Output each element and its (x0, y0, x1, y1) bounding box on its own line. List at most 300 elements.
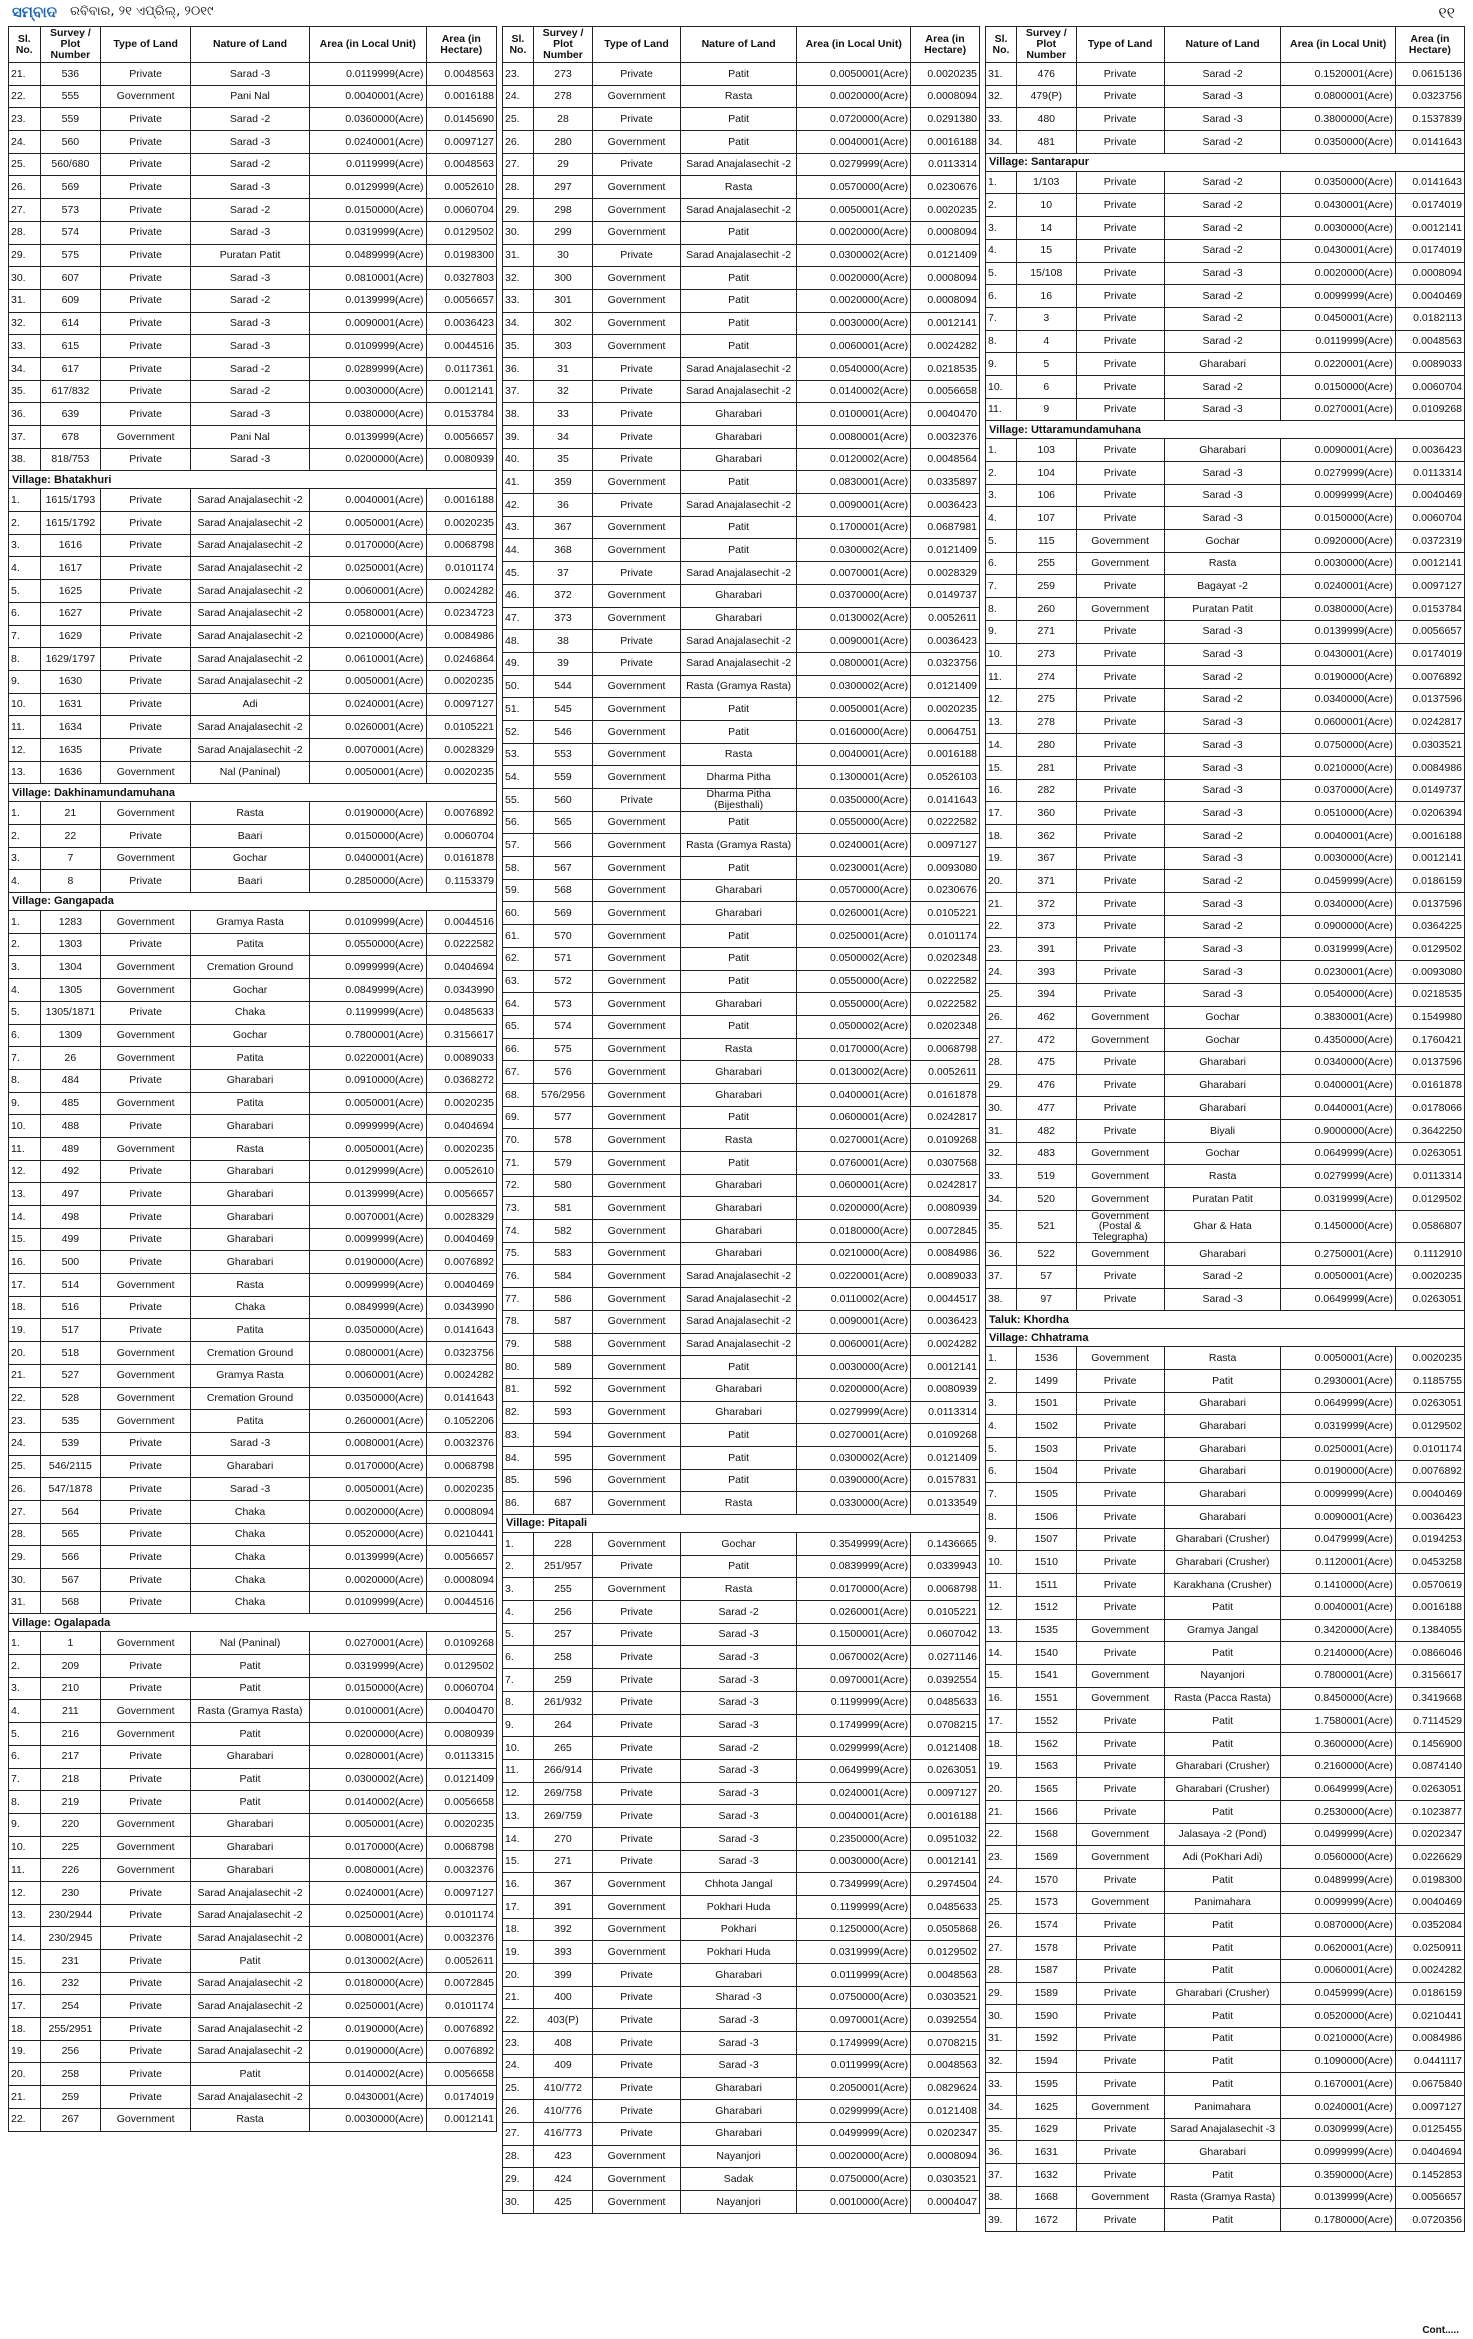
table-cell: Private (101, 2086, 191, 2109)
table-cell: Sarad -3 (191, 131, 310, 154)
table-cell: Government (1076, 1006, 1164, 1029)
table-cell: 0.0129502 (426, 221, 496, 244)
column-header: Nature of Land (191, 27, 310, 63)
table-cell: Government (101, 85, 191, 108)
table-cell: 559 (40, 108, 101, 131)
table-cell: 104 (1016, 462, 1076, 485)
table-cell: Government (593, 1401, 681, 1424)
table-row (9, 825, 497, 848)
table-cell: Patit (680, 335, 796, 358)
table-cell: 1595 (1016, 2073, 1076, 2096)
table-cell: 0.0174019 (1395, 643, 1464, 666)
table-cell: 0.0459999(Acre) (1281, 870, 1395, 893)
table-cell: Government (593, 1333, 681, 1356)
village-name: Village: Ogalapada (9, 1614, 497, 1632)
table-cell: 0.0210441 (426, 1523, 496, 1546)
table-cell: 23. (9, 108, 41, 131)
table-row (9, 1677, 497, 1700)
table-cell: 1305/1871 (40, 1001, 101, 1024)
table-cell: 0.0170000(Acre) (797, 1578, 911, 1601)
table-row (9, 1972, 497, 1995)
table-cell: 3. (986, 217, 1017, 240)
table-cell: 0.0052610 (426, 1160, 496, 1183)
table-cell: 0.0137596 (1395, 893, 1464, 916)
table-cell: Rasta (680, 85, 796, 108)
table-cell: 22. (986, 1823, 1017, 1846)
table-cell: 0.0364225 (1395, 915, 1464, 938)
table-row (503, 85, 980, 108)
table-cell: 0.0036423 (1395, 439, 1464, 462)
table-row (9, 1745, 497, 1768)
table-cell: 303 (533, 335, 592, 358)
table-cell: Government (593, 1015, 681, 1038)
table-cell: 0.0050001(Acre) (1281, 1347, 1395, 1370)
table-cell: 0.0020000(Acre) (797, 289, 911, 312)
table-cell: Private (1076, 666, 1164, 689)
table-cell: 32. (9, 312, 41, 335)
table-cell: Gharabari (Crusher) (1164, 1982, 1281, 2005)
table-cell: 0.0174019 (1395, 194, 1464, 217)
table-cell: 72. (503, 1174, 534, 1197)
column-header: Area (in Local Unit) (797, 27, 911, 63)
table-row (503, 1986, 980, 2009)
table-cell: 424 (533, 2168, 592, 2191)
table-row (986, 2118, 1465, 2141)
table-cell: 0.0220001(Acre) (797, 1265, 911, 1288)
table-cell: 30. (9, 1569, 41, 1592)
table-cell: 9 (1016, 398, 1076, 421)
table-row (9, 1342, 497, 1365)
table-cell: 6. (9, 602, 41, 625)
table-cell: 423 (533, 2145, 592, 2168)
table-cell: 18. (986, 825, 1017, 848)
table-cell: 0.0240001(Acre) (797, 834, 911, 857)
table-cell: Government (593, 1174, 681, 1197)
table-row (9, 870, 497, 893)
table-cell: Government (1076, 1891, 1164, 1914)
table-cell: Gharabari (680, 403, 796, 426)
table-cell: 38. (986, 1288, 1017, 1311)
table-row (986, 666, 1465, 689)
table-row (986, 63, 1465, 86)
table-cell: 0.0119999(Acre) (310, 63, 427, 86)
table-cell: Sarad -3 (191, 176, 310, 199)
table-cell: Sarad -2 (1164, 307, 1281, 330)
table-cell: 0.0036423 (911, 494, 980, 517)
table-cell: Private (593, 426, 681, 449)
table-cell: 553 (533, 743, 592, 766)
table-cell: 0.0270001(Acre) (797, 1424, 911, 1447)
table-cell: 0.0999999(Acre) (1281, 2141, 1395, 2164)
table-cell: Government (593, 289, 681, 312)
table-row (986, 1642, 1465, 1665)
table-cell: 0.0280001(Acre) (310, 1745, 427, 1768)
table-cell: 301 (533, 289, 592, 312)
table-cell: Gharabari (1164, 353, 1281, 376)
table-cell: 0.0200000(Acre) (310, 1723, 427, 1746)
table-cell: 26. (986, 1914, 1017, 1937)
table-row (986, 2050, 1465, 2073)
table-cell: 0.0270001(Acre) (310, 1632, 427, 1655)
table-cell: Gharabari (1164, 439, 1281, 462)
table-cell: Adi (191, 693, 310, 716)
table-cell: 0.0113314 (1395, 1165, 1464, 1188)
table-cell: Gharabari (Crusher) (1164, 1551, 1281, 1574)
table-cell: 280 (533, 131, 592, 154)
table-row (986, 1937, 1465, 1960)
table-row (9, 1069, 497, 1092)
table-cell: 55. (503, 789, 534, 812)
table-cell: Government (593, 221, 681, 244)
table-cell: Government (101, 1092, 191, 1115)
village-heading (986, 1329, 1465, 1347)
table-cell: Private (1076, 439, 1164, 462)
table-cell: 0.0030000(Acre) (1281, 552, 1395, 575)
table-cell: 6. (986, 552, 1017, 575)
table-cell: 26. (503, 2100, 534, 2123)
table-cell: 79. (503, 1333, 534, 1356)
table-cell: 3. (986, 484, 1017, 507)
table-row (986, 1732, 1465, 1755)
table-cell: Private (1076, 983, 1164, 1006)
table-cell: Puratan Patit (191, 244, 310, 267)
table-cell: 11. (986, 666, 1017, 689)
table-cell: 0.0060001(Acre) (310, 1364, 427, 1387)
table-cell: Government (1076, 1347, 1164, 1370)
table-row (9, 1950, 497, 1973)
table-cell: 0.0323756 (911, 652, 980, 675)
table-cell: Government (593, 1492, 681, 1515)
table-cell: Patit (680, 1015, 796, 1038)
table-cell: Sarad Anajalasechit -2 (191, 1995, 310, 2018)
table-cell: 32 (533, 380, 592, 403)
table-cell: Gharabari (191, 1228, 310, 1251)
table-cell: 15. (986, 1664, 1017, 1687)
table-cell: 216 (40, 1723, 101, 1746)
table-cell: Sarad -2 (1164, 666, 1281, 689)
table-cell: 0.0072845 (426, 1972, 496, 1995)
table-cell: Private (593, 2077, 681, 2100)
table-cell: 0.0198300 (1395, 1869, 1464, 1892)
table-cell: Sarad -2 (191, 357, 310, 380)
table-cell: 0.0076892 (426, 802, 496, 825)
table-cell: Sarad Anajalasechit -2 (191, 625, 310, 648)
table-cell: 0.0139999(Acre) (310, 1546, 427, 1569)
table-cell: 560 (533, 789, 592, 812)
table-cell: Private (593, 789, 681, 812)
table-row (503, 1446, 980, 1469)
table-cell: 0.0084986 (426, 625, 496, 648)
table-cell: 0.0060001(Acre) (797, 335, 911, 358)
table-cell: 0.0250911 (1395, 1937, 1464, 1960)
table-cell: 0.0279999(Acre) (1281, 1165, 1395, 1188)
table-cell: 57. (503, 834, 534, 857)
table-row (503, 1805, 980, 1828)
table-cell: 0.0052610 (426, 176, 496, 199)
table-cell: Private (593, 1805, 681, 1828)
table-cell: Patit (680, 312, 796, 335)
table-cell: 0.0141643 (426, 1387, 496, 1410)
table-cell: 1672 (1016, 2209, 1076, 2232)
table-cell: 2. (986, 194, 1017, 217)
table-cell: Private (101, 870, 191, 893)
table-cell: Government (593, 1197, 681, 1220)
table-cell: Sarad -2 (1164, 63, 1281, 86)
table-cell: 67. (503, 1061, 534, 1084)
table-cell: 576 (533, 1061, 592, 1084)
table-row (9, 738, 497, 761)
table-row (986, 1574, 1465, 1597)
table-cell: Puratan Patit (1164, 598, 1281, 621)
table-cell: Government (101, 847, 191, 870)
table-row (986, 2186, 1465, 2209)
table-cell: 0.0263051 (1395, 1392, 1464, 1415)
table-cell: Private (101, 580, 191, 603)
table-row (986, 847, 1465, 870)
table-cell: Private (101, 1745, 191, 1768)
table-cell: 31. (9, 289, 41, 312)
table-cell: 35 (533, 448, 592, 471)
table-cell: 0.3600000(Acre) (1281, 1732, 1395, 1755)
table-cell: 500 (40, 1251, 101, 1274)
table-cell: 498 (40, 1206, 101, 1229)
table-cell: 0.0271146 (911, 1646, 980, 1669)
village-name: Village: Chhatrama (986, 1329, 1465, 1347)
table-cell: 0.0048564 (911, 448, 980, 471)
table-cell: 555 (40, 85, 101, 108)
table-row (986, 825, 1465, 848)
table-cell: Patit (191, 1768, 310, 1791)
table-cell: 0.0307568 (911, 1152, 980, 1175)
table-cell: 0.0109268 (1395, 398, 1464, 421)
table-cell: 572 (533, 970, 592, 993)
table-row (9, 1274, 497, 1297)
table-cell: 11. (986, 398, 1017, 421)
table-cell: 1631 (1016, 2141, 1076, 2164)
table-row (9, 1364, 497, 1387)
table-cell: 425 (533, 2190, 592, 2213)
table-row (9, 648, 497, 671)
table-cell: 588 (533, 1333, 592, 1356)
table-cell: Private (1076, 171, 1164, 194)
table-row (503, 335, 980, 358)
table-cell: Private (101, 825, 191, 848)
table-cell: 75. (503, 1242, 534, 1265)
table-cell: Government (101, 979, 191, 1002)
table-cell: 1504 (1016, 1460, 1076, 1483)
table-cell: 35. (986, 1210, 1017, 1243)
table-cell: 41. (503, 471, 534, 494)
table-row (986, 1664, 1465, 1687)
table-cell: Gharabari (680, 607, 796, 630)
table-row (986, 507, 1465, 530)
table-cell: 0.0109268 (911, 1424, 980, 1447)
table-cell: 36. (986, 2141, 1017, 2164)
table-cell: 521 (1016, 1210, 1076, 1243)
table-cell: 1566 (1016, 1801, 1076, 1824)
table-row (986, 1528, 1465, 1551)
table-row (986, 893, 1465, 916)
table-cell: 15 (1016, 239, 1076, 262)
table-cell: Gharabari (680, 1197, 796, 1220)
table-cell: Patit (1164, 2164, 1281, 2187)
column-header: Area (in Local Unit) (310, 27, 427, 63)
table-cell: Private (593, 2054, 681, 2077)
table-cell: 31 (533, 357, 592, 380)
table-cell: Government (593, 1896, 681, 1919)
table-cell: 5. (503, 1623, 534, 1646)
table-cell: Private (1076, 1914, 1164, 1937)
table-cell: Government (101, 1047, 191, 1070)
table-cell: 0.0080939 (426, 448, 496, 471)
table-cell: 0.0441117 (1395, 2050, 1464, 2073)
table-cell: 278 (1016, 711, 1076, 734)
table-cell: 0.2160000(Acre) (1281, 1755, 1395, 1778)
table-row (503, 857, 980, 880)
table-cell: Sarad -2 (1164, 375, 1281, 398)
table-cell: Private (1076, 63, 1164, 86)
table-row (503, 1623, 980, 1646)
table-row (503, 743, 980, 766)
table-row (986, 688, 1465, 711)
table-cell: 1. (9, 802, 41, 825)
table-cell: 0.0097127 (1395, 2095, 1464, 2118)
table-cell: 0.0750000(Acre) (797, 2168, 911, 2191)
table-cell: 107 (1016, 507, 1076, 530)
table-cell: 2. (9, 825, 41, 848)
table-row (503, 471, 980, 494)
village-heading (9, 471, 497, 489)
table-cell: Gharabari (680, 1220, 796, 1243)
table-cell: 0.0141643 (1395, 131, 1464, 154)
table-cell: 7. (986, 575, 1017, 598)
table-cell: 0.0372319 (1395, 530, 1464, 553)
table-cell: Patit (680, 698, 796, 721)
table-cell: Private (101, 933, 191, 956)
table-cell: Rasta (680, 1129, 796, 1152)
table-cell: 266/914 (533, 1759, 592, 1782)
table-cell: 77. (503, 1288, 534, 1311)
table-cell: 7. (503, 1669, 534, 1692)
table-cell: Patit (191, 1677, 310, 1700)
table-cell: 372 (533, 584, 592, 607)
table-row (503, 1918, 980, 1941)
table-row (503, 1492, 980, 1515)
table-row (986, 779, 1465, 802)
table-cell: 0.0500002(Acre) (797, 1015, 911, 1038)
table-row (503, 494, 980, 517)
table-cell: Rasta (680, 743, 796, 766)
table-cell: 1562 (1016, 1732, 1076, 1755)
table-cell: 32. (503, 267, 534, 290)
table-row (503, 789, 980, 812)
table-cell: 226 (40, 1859, 101, 1882)
table-cell: Private (1076, 575, 1164, 598)
table-cell: 0.0048563 (426, 63, 496, 86)
table-cell: Private (1076, 1369, 1164, 1392)
table-cell: 25. (986, 983, 1017, 1006)
table-cell: Patit (1164, 2209, 1281, 2232)
table-row (986, 2005, 1465, 2028)
table-row (503, 1061, 980, 1084)
table-cell: 477 (1016, 1097, 1076, 1120)
table-cell: 0.0210000(Acre) (797, 1242, 911, 1265)
table-row (9, 335, 497, 358)
table-cell: 64. (503, 993, 534, 1016)
table-cell: Private (101, 244, 191, 267)
table-row (9, 1523, 497, 1546)
table-cell: 0.0050001(Acre) (310, 1478, 427, 1501)
table-cell: 0.0040001(Acre) (797, 131, 911, 154)
table-cell: 278 (533, 85, 592, 108)
column-header: Nature of Land (1164, 27, 1281, 63)
table-cell: Sarad -3 (1164, 938, 1281, 961)
table-cell: 0.0121409 (911, 539, 980, 562)
table-cell: 0.0180000(Acre) (797, 1220, 911, 1243)
table-cell: 0.0040001(Acre) (1281, 1596, 1395, 1619)
table-cell: 25. (986, 1891, 1017, 1914)
table-cell: Gharabari (191, 1745, 310, 1768)
table-cell: Chhota Jangal (680, 1873, 796, 1896)
table-cell: 30. (503, 221, 534, 244)
table-cell: Private (101, 1183, 191, 1206)
table-cell: 0.0040469 (1395, 285, 1464, 308)
table-row (503, 1152, 980, 1175)
table-row (9, 1995, 497, 2018)
table-cell: 46. (503, 584, 534, 607)
table-cell: Private (1076, 398, 1164, 421)
table-cell: 14. (986, 734, 1017, 757)
table-cell: 0.0121409 (911, 675, 980, 698)
table-cell: 0.0230676 (911, 176, 980, 199)
table-cell: 0.0303521 (911, 2168, 980, 2191)
table-row (9, 1183, 497, 1206)
table-cell: Government (593, 879, 681, 902)
table-cell: Government (593, 925, 681, 948)
table-row (503, 357, 980, 380)
table-cell: Sarad -3 (191, 1478, 310, 1501)
table-cell: Sarad -2 (191, 108, 310, 131)
table-cell: 0.0200000(Acre) (797, 1378, 911, 1401)
table-cell: Government (593, 834, 681, 857)
table-cell: 0.0056657 (426, 426, 496, 449)
table-cell: 362 (1016, 825, 1076, 848)
table-cell: 0.0339943 (911, 1555, 980, 1578)
table-cell: 0.0076892 (1395, 666, 1464, 689)
table-cell: Sarad -3 (191, 63, 310, 86)
table-cell: 1589 (1016, 1982, 1076, 2005)
table-cell: 52. (503, 720, 534, 743)
table-cell: 0.0260001(Acre) (797, 902, 911, 925)
table-cell: Government (593, 1083, 681, 1106)
table-cell: 21. (9, 1364, 41, 1387)
table-cell: Gochar (191, 1024, 310, 1047)
table-cell: 1565 (1016, 1778, 1076, 1801)
table-cell: 0.0540000(Acre) (797, 357, 911, 380)
table-cell: 19. (503, 1941, 534, 1964)
table-cell: Gochar (1164, 1142, 1281, 1165)
table-cell: 0.0489999(Acre) (1281, 1869, 1395, 1892)
table-cell: 83. (503, 1424, 534, 1447)
table-cell: 9. (986, 353, 1017, 376)
table-cell: 56. (503, 811, 534, 834)
table-row (503, 584, 980, 607)
table-cell: 1627 (40, 602, 101, 625)
table-row (9, 802, 497, 825)
table-cell: 481 (1016, 131, 1076, 154)
table-cell: 2. (503, 1555, 534, 1578)
column-1 (8, 26, 497, 2326)
